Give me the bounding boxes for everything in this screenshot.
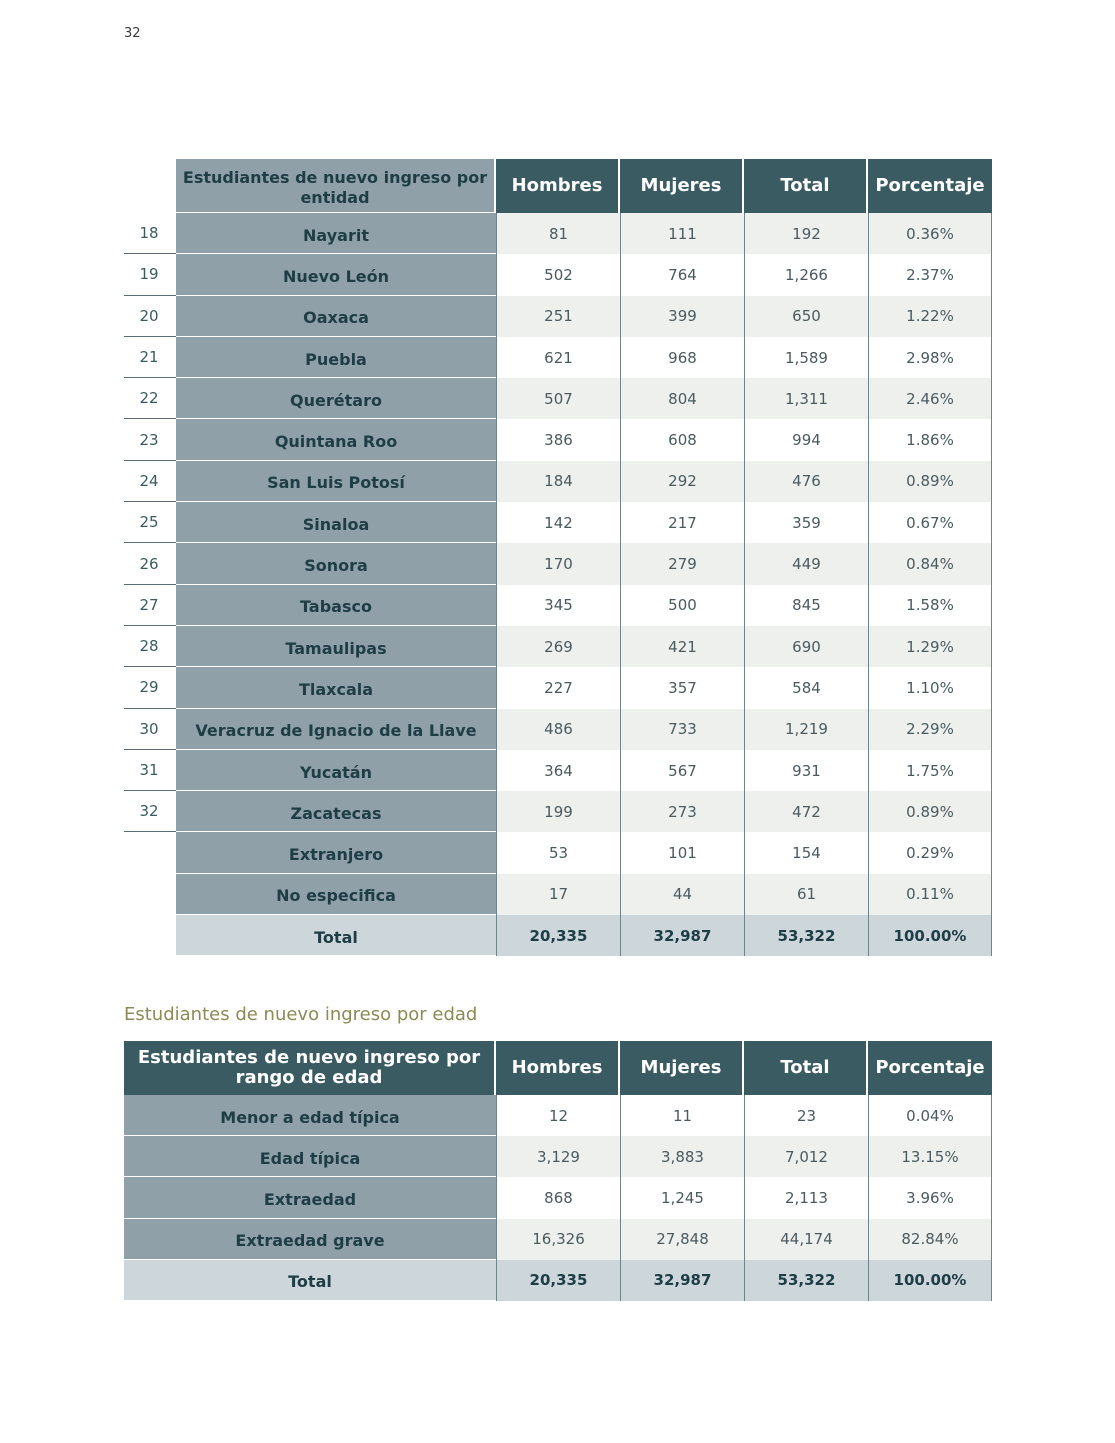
hombres-value: 170 [496,543,620,584]
age-range-name: Extraedad grave [124,1219,496,1260]
porcentaje-value: 1.10% [868,667,992,708]
mujeres-value: 733 [620,709,744,750]
section-title: Estudiantes de nuevo ingreso por edad [124,1004,478,1025]
mujeres-value: 44 [620,874,744,915]
hombres-value: 251 [496,296,620,337]
porcentaje-value: 0.11% [868,874,992,915]
mujeres-value: 11 [620,1095,744,1136]
table-row [124,626,992,667]
total-value: 845 [744,585,868,626]
header-porcentaje: Porcentaje [868,159,992,213]
mujeres-value: 500 [620,585,744,626]
age-range-name: Extraedad [124,1177,496,1218]
porcentaje-total: 100.00% [868,1260,992,1301]
total-value: 7,012 [744,1136,868,1177]
row-number [124,874,176,915]
row-number: 19 [124,254,176,295]
entity-name: Sinaloa [176,502,496,543]
porcentaje-value: 1.58% [868,585,992,626]
porcentaje-value: 0.89% [868,461,992,502]
table-row [124,378,992,419]
row-number: 27 [124,585,176,626]
porcentaje-value: 1.75% [868,750,992,791]
mujeres-value: 101 [620,832,744,873]
mujeres-value: 421 [620,626,744,667]
total-value: 931 [744,750,868,791]
header-total: Total [744,159,868,213]
row-number-spacer [124,915,176,956]
hombres-value: 17 [496,874,620,915]
table-row [124,832,992,873]
total-value: 154 [744,832,868,873]
porcentaje-value: 2.98% [868,337,992,378]
hombres-value: 507 [496,378,620,419]
total-label: Total [176,915,496,956]
table-row [124,1219,992,1260]
header-porcentaje: Porcentaje [868,1041,992,1095]
table-row [124,1095,992,1136]
entity-name: Querétaro [176,378,496,419]
age-enrollment-table [124,1041,992,1301]
entity-name: Nuevo León [176,254,496,295]
table-row [124,791,992,832]
mujeres-value: 3,883 [620,1136,744,1177]
row-number [124,832,176,873]
porcentaje-value: 1.29% [868,626,992,667]
entity-name: Nayarit [176,213,496,254]
mujeres-value: 279 [620,543,744,584]
hombres-value: 81 [496,213,620,254]
hombres-value: 621 [496,337,620,378]
row-number: 22 [124,378,176,419]
entity-name: Tabasco [176,585,496,626]
table-row [124,419,992,460]
hombres-value: 53 [496,832,620,873]
total-value: 584 [744,667,868,708]
entity-name: Oaxaca [176,296,496,337]
porcentaje-value: 0.36% [868,213,992,254]
porcentaje-value: 82.84% [868,1219,992,1260]
total-value: 690 [744,626,868,667]
mujeres-value: 1,245 [620,1177,744,1218]
porcentaje-value: 0.89% [868,791,992,832]
porcentaje-value: 3.96% [868,1177,992,1218]
total-label: Total [124,1260,496,1301]
table-row [124,502,992,543]
table-body [124,213,992,956]
header-age-range: Estudiantes de nuevo ingreso por rango de edad [124,1041,496,1095]
porcentaje-value: 1.22% [868,296,992,337]
mujeres-value: 608 [620,419,744,460]
row-number: 28 [124,626,176,667]
total-value: 61 [744,874,868,915]
total-value: 449 [744,543,868,584]
hombres-value: 269 [496,626,620,667]
table-row [124,585,992,626]
mujeres-value: 217 [620,502,744,543]
hombres-value: 345 [496,585,620,626]
mujeres-value: 764 [620,254,744,295]
table-row [124,543,992,584]
row-number: 29 [124,667,176,708]
total-value: 44,174 [744,1219,868,1260]
header-total: Total [744,1041,868,1095]
mujeres-value: 273 [620,791,744,832]
hombres-value: 364 [496,750,620,791]
total-value: 1,311 [744,378,868,419]
total-value: 1,589 [744,337,868,378]
hombres-value: 199 [496,791,620,832]
entity-name: Sonora [176,543,496,584]
header-mujeres: Mujeres [620,1041,744,1095]
header-mujeres: Mujeres [620,159,744,213]
porcentaje-value: 0.04% [868,1095,992,1136]
table-row [124,750,992,791]
total-value: 1,219 [744,709,868,750]
total-value: 476 [744,461,868,502]
total-value: 359 [744,502,868,543]
table-row [124,254,992,295]
entity-name: Zacatecas [176,791,496,832]
hombres-value: 502 [496,254,620,295]
entity-name: Yucatán [176,750,496,791]
entity-name: San Luis Potosí [176,461,496,502]
grand-total: 53,322 [744,1260,868,1301]
header-entity: Estudiantes de nuevo ingreso por entidad [176,159,496,213]
table-row [124,213,992,254]
total-value: 650 [744,296,868,337]
table-row [124,874,992,915]
mujeres-value: 357 [620,667,744,708]
total-row [124,1260,992,1301]
hombres-value: 227 [496,667,620,708]
grand-total: 53,322 [744,915,868,956]
porcentaje-value: 0.84% [868,543,992,584]
entity-name: Puebla [176,337,496,378]
row-number: 31 [124,750,176,791]
mujeres-value: 292 [620,461,744,502]
table-body [124,1095,992,1301]
hombres-value: 142 [496,502,620,543]
mujeres-value: 399 [620,296,744,337]
mujeres-value: 111 [620,213,744,254]
entity-name: Veracruz de Ignacio de la Llave [176,709,496,750]
row-number: 30 [124,709,176,750]
row-number: 32 [124,791,176,832]
mujeres-value: 27,848 [620,1219,744,1260]
table-row [124,1136,992,1177]
hombres-value: 386 [496,419,620,460]
table-row [124,1177,992,1218]
porcentaje-value: 0.29% [868,832,992,873]
porcentaje-value: 2.37% [868,254,992,295]
total-value: 994 [744,419,868,460]
porcentaje-value: 2.29% [868,709,992,750]
table-row [124,337,992,378]
entity-name: Quintana Roo [176,419,496,460]
hombres-value: 3,129 [496,1136,620,1177]
mujeres-value: 567 [620,750,744,791]
porcentaje-total: 100.00% [868,915,992,956]
total-value: 192 [744,213,868,254]
hombres-value: 16,326 [496,1219,620,1260]
row-number: 18 [124,213,176,254]
row-number: 21 [124,337,176,378]
hombres-value: 184 [496,461,620,502]
hombres-total: 20,335 [496,915,620,956]
header-hombres: Hombres [496,159,620,213]
porcentaje-value: 0.67% [868,502,992,543]
hombres-value: 486 [496,709,620,750]
row-number: 23 [124,419,176,460]
row-number: 26 [124,543,176,584]
total-value: 472 [744,791,868,832]
row-number: 20 [124,296,176,337]
table-row [124,667,992,708]
entity-name: Tamaulipas [176,626,496,667]
hombres-value: 12 [496,1095,620,1136]
table-header [124,1041,992,1095]
entity-name: Tlaxcala [176,667,496,708]
row-number: 25 [124,502,176,543]
total-value: 1,266 [744,254,868,295]
header-hombres: Hombres [496,1041,620,1095]
hombres-value: 868 [496,1177,620,1218]
total-value: 2,113 [744,1177,868,1218]
porcentaje-value: 1.86% [868,419,992,460]
age-range-name: Edad típica [124,1136,496,1177]
total-value: 23 [744,1095,868,1136]
table-row [124,296,992,337]
mujeres-value: 968 [620,337,744,378]
table-header [176,159,992,213]
mujeres-value: 804 [620,378,744,419]
entity-name: No especifica [176,874,496,915]
row-number: 24 [124,461,176,502]
porcentaje-value: 2.46% [868,378,992,419]
age-range-name: Menor a edad típica [124,1095,496,1136]
table-row [124,461,992,502]
total-row [124,915,992,956]
page-number: 32 [124,26,141,41]
hombres-total: 20,335 [496,1260,620,1301]
table-row [124,709,992,750]
porcentaje-value: 13.15% [868,1136,992,1177]
entity-name: Extranjero [176,832,496,873]
mujeres-total: 32,987 [620,1260,744,1301]
mujeres-total: 32,987 [620,915,744,956]
